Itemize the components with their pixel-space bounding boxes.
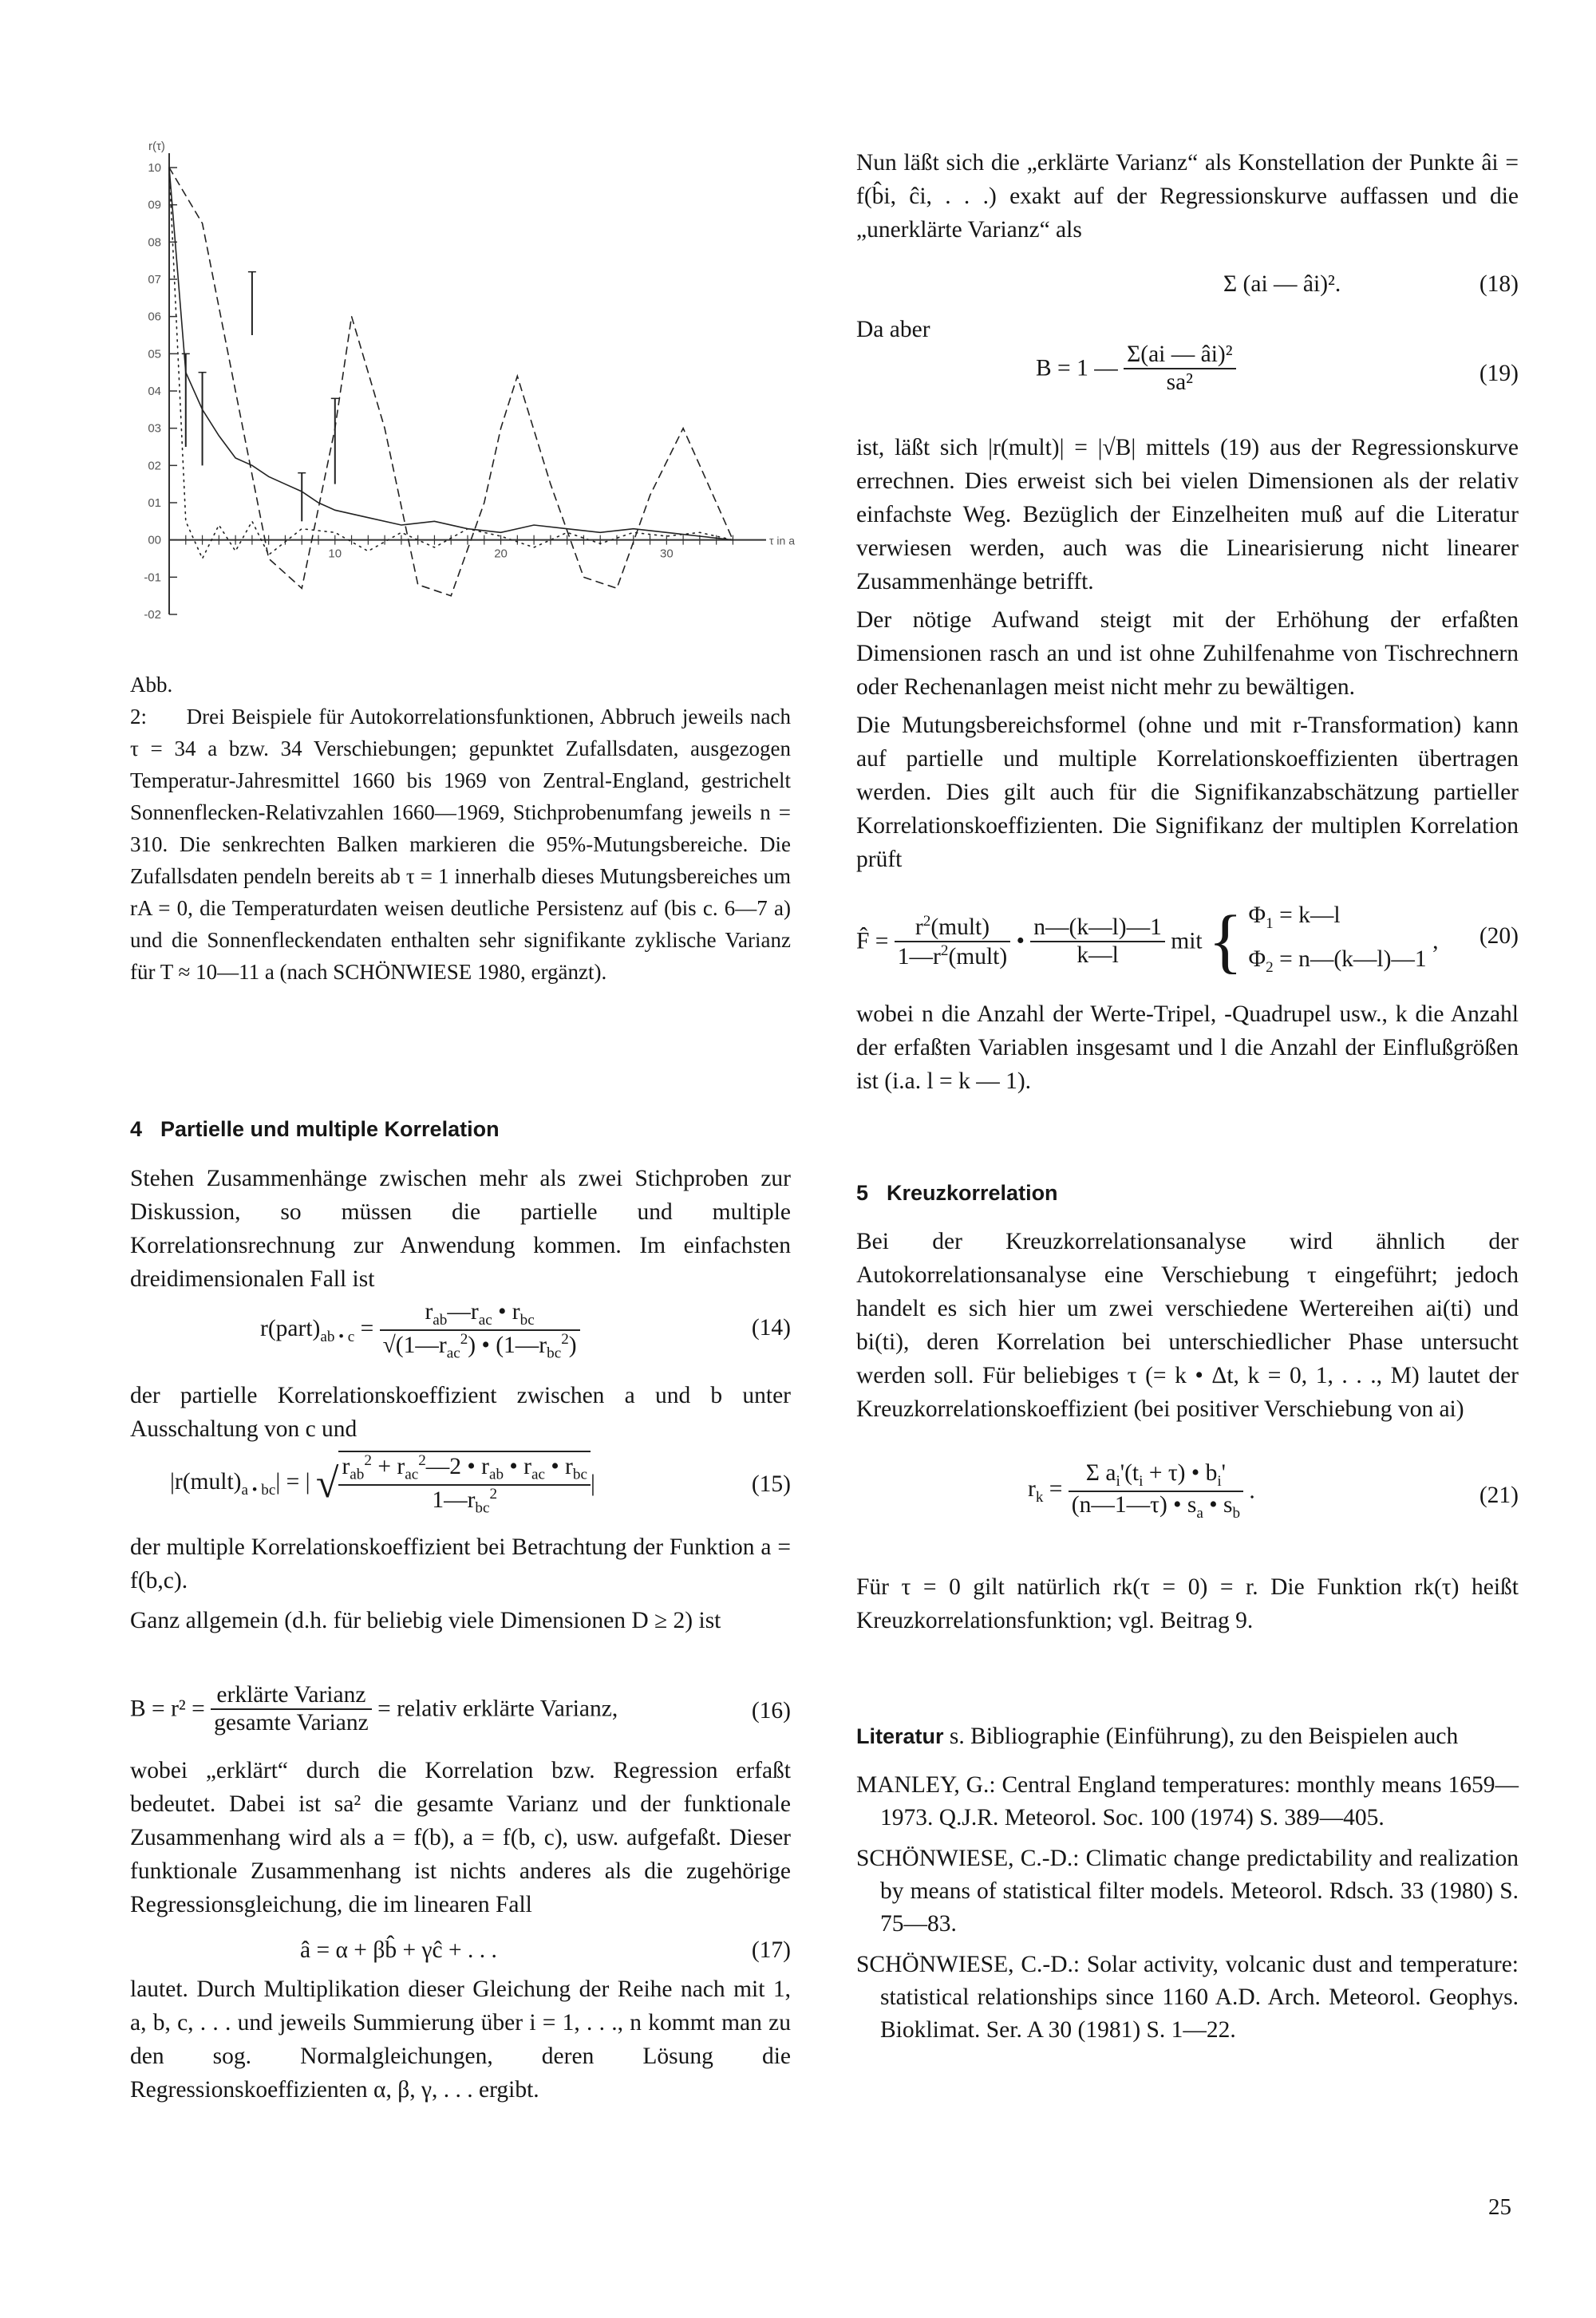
y-tick-label: 09 xyxy=(148,198,161,212)
equation-15: $|r(mult)_{a • bc}|$ = | √ $\frac{r_{ab}^2 + r_{ac}^2—2 • r_{ab} • r_{ac} • r_{bc}}{1—r_{bc}^2}$ | (15) xyxy=(170,1452,791,1517)
section5-text-2 xyxy=(856,1570,1519,1637)
equation-18-body: Σ (ai — âi)². xyxy=(1223,271,1341,297)
equation-16-lhs: B = r² = xyxy=(130,1696,205,1722)
series-line-dashed xyxy=(169,168,733,596)
x-tick-label: 20 xyxy=(494,547,508,561)
y-tick-label: 03 xyxy=(148,421,161,436)
section4-title: Partielle und multiple Korrelation xyxy=(160,1117,500,1141)
equation-20: F̂ = $\frac{r^2(mult)}{1—r^2(mult)}$ • $\frac{n—(k—l)—1}{k—l}$ mit { $\Phi_1$ = k—l $\Phi_2$ = n—(k—l)—1 , (20) xyxy=(856,901,1519,981)
section4-paragraph-1: Stehen Zusammenhänge zwischen mehr als zwei Stichproben zur Diskussion, so müssen die partielle und multiple Korrelationsrechnung zur Anwendung kommen. Im einfachsten dreidimensionalen Fall ist xyxy=(130,1166,791,1292)
caption-label: Abb. 2: xyxy=(130,673,173,729)
section4-paragraph-5: wobei „erklärt“ durch die Korrelation bzw. Regression erfaßt bedeutet. Dabei ist sa² die gesamte Varianz und der funktionale Zusammenhang wird als a = f(b), a = f(b, c), usw. aufgefaßt. Dieser funktionale Zusammenhang ist nichts anderes als die zugehörige Regressionsgleichung, die im linearen Fall xyxy=(130,1758,791,1917)
equation-21: $r_k$ = $\frac{\Sigma a_i'(t_i + \tau) • b_i'}{(n—1—\tau) • s_a • s_b}$ . (21) xyxy=(1028,1460,1519,1522)
equation-18 xyxy=(856,271,1519,303)
reference-item: SCHÖNWIESE, C.-D.: Solar activity, volcanic dust and temperature: statistical relationships since 1160 A.D. Arch. Meteorol. Geophys. Bioklimat. Ser. A 30 (1981) S. 1—22. xyxy=(856,1952,1519,2043)
section4-number: 4 xyxy=(130,1117,143,1141)
right-paragraph-1: Nun läßt sich die „erklärte Varianz“ als Konstellation der Punkte âi = f(b̂i, ĉi, . . .) exakt auf der Regressionskurve auffassen und die „unerklärte Varianz“ als xyxy=(856,150,1519,243)
equation-20-number: (20) xyxy=(1479,923,1519,949)
reference-item: MANLEY, G.: Central England temperatures: monthly means 1659—1973. Q.J.R. Meteorol. Soc. 100 (1974) S. 389—405. xyxy=(856,1772,1519,1830)
equation-21-number: (21) xyxy=(1479,1483,1519,1508)
figure-caption xyxy=(130,669,791,988)
equation-17-body: â = α + βb̂ + γĉ + . . . xyxy=(300,1937,497,1963)
right-paragraph-5: wobei n die Anzahl der Werte-Tripel, -Quadrupel usw., k die Anzahl der erfaßten Variablen insgesamt und l die Anzahl der Einflußgrößen ist (i.a. l = k — 1). xyxy=(856,1001,1519,1094)
section4-intro xyxy=(130,1162,791,1296)
series-line-solid xyxy=(169,168,733,540)
section5-intro xyxy=(856,1225,1519,1426)
literature-intro-text: s. Bibliographie (Einführung), zu den Beispielen auch xyxy=(949,1724,1459,1749)
page-number: 25 xyxy=(1488,2194,1511,2220)
equation-16 xyxy=(130,1682,791,1746)
right-paragraph-2: ist, läßt sich |r(mult)| = |√B| mittels (19) aus der Regressionskurve errechnen. Dies erweist sich bei vielen Dimensionen als der relativ einfachste Weg. Bezüglich der Einzelheiten muß auf die Literatur verwiesen werden, auch was die Linearisierung nicht linearer Zusammenhänge betrifft. xyxy=(856,435,1519,594)
equation-16-number: (16) xyxy=(751,1698,791,1724)
right-text-5 xyxy=(856,997,1519,1098)
x-tick-label: 10 xyxy=(328,547,342,561)
right-intro xyxy=(856,146,1519,247)
x-axis-label: τ in a xyxy=(769,534,795,547)
autocorrelation-figure xyxy=(112,136,798,646)
section4-text-2 xyxy=(130,1379,791,1446)
equation-16-denominator: gesamte Varianz xyxy=(214,1710,369,1736)
y-axis-label: r(τ) xyxy=(148,140,165,153)
equation-19-denominator: sa² xyxy=(1166,369,1194,395)
equation-15-number: (15) xyxy=(751,1471,791,1497)
section4-text-5 xyxy=(130,1754,791,1921)
section5-paragraph-1: Bei der Kreuzkorrelationsanalyse wird ähnlich der Autokorrelationsanalyse eine Verschiebung τ eingeführt; jedoch handelt es sich hier um zwei verschiedene Wertereihen ai(ti) und bi(ti), deren Korrelation bei unterschiedlicher Phase untersucht werden soll. Für beliebiges τ (= k • Δt, k = 0, 1, . . ., M) lautet der Kreuzkorrelationskoeffizient (bei positiver Verschiebung von ai) xyxy=(856,1229,1519,1422)
x-tick-label: 30 xyxy=(659,547,674,561)
y-tick-label: 01 xyxy=(148,496,161,510)
y-tick-label: 07 xyxy=(148,273,161,286)
section4-text-6 xyxy=(130,1972,791,2107)
equation-14: $r(part)_{ab • c}$ = $\frac{r_{ab}—r_{ac} • r_{bc}}{√(1—r_{ac}^2) • (1—r_{bc}^2)}$ (14) xyxy=(260,1299,791,1362)
caption-text: Drei Beispiele für Autokorrelationsfunktionen, Abbruch jeweils nach τ = 34 a bzw. 34 Verschiebungen; gepunktet Zufallsdaten, ausgezogen Temperatur-Jahresmittel 1660 bis 1969 von Zentral-England, gestrichelt Sonnenflecken-Relativzahlen 1660—1969, Stichprobenumfang jeweils n = 310. Die senkrechten Balken markieren die 95%-Mutungsbereiche. Die Zufallsdaten pendeln bereits ab τ = 1 innerhalb dieses Mutungsbereiches um rA = 0, die Temperaturdaten weisen deutliche Persistenz auf (bis c. 6—7 a) und die Sonnenfleckendaten enthalten sehr signifikante zyklische Varianz für T ≈ 10—11 a (nach SCHÖNWIESE 1980, ergänzt). xyxy=(130,705,792,984)
y-tick-label: 04 xyxy=(148,385,161,398)
equation-17-number: (17) xyxy=(751,1937,791,1963)
equation-16-rhs: = relativ erklärte Varianz, xyxy=(377,1696,618,1722)
y-tick-label: 08 xyxy=(148,235,161,250)
literature xyxy=(856,1720,1519,2047)
section4-heading xyxy=(130,1117,791,1142)
equation-19-lhs: B = 1 — xyxy=(1036,355,1118,381)
section4-text-3 xyxy=(130,1530,791,1637)
equation-19-numerator: Σ(ai — âi)² xyxy=(1124,342,1236,369)
section4-paragraph-2: der partielle Korrelationskoeffizient zwischen a und b unter Ausschaltung von c und xyxy=(130,1383,791,1442)
figure-axes xyxy=(144,140,795,622)
y-tick-label: 02 xyxy=(148,459,161,473)
section5-number: 5 xyxy=(856,1181,869,1205)
section4-paragraph-3: der multiple Korrelationskoeffizient bei Betrachtung der Funktion a = f(b,c). xyxy=(130,1534,791,1593)
right-paragraph-4: Die Mutungsbereichsformel (ohne und mit r-Transformation) kann auf partielle und multiple Korrelationskoeffizienten übertragen werden. Dies gilt auch für die Signifikanzabschätzung partieller Korrelationskoeffizienten. Die Signifikanz der multiplen Korrelation prüft xyxy=(856,713,1519,872)
y-tick-label: -02 xyxy=(144,608,161,622)
section5-title: Kreuzkorrelation xyxy=(887,1181,1058,1205)
y-tick-label: -01 xyxy=(144,571,161,585)
figure-plot xyxy=(169,168,733,596)
y-tick-label: 00 xyxy=(148,533,161,547)
reference-item: SCHÖNWIESE, C.-D.: Climatic change predictability and realization by means of statistical filter models. Meteorol. Rdsch. 33 (1980) S. 75—83. xyxy=(856,1846,1519,1937)
equation-17 xyxy=(130,1937,791,1969)
equation-14-number: (14) xyxy=(751,1315,791,1341)
section5-heading xyxy=(856,1181,1519,1206)
equation-19-number: (19) xyxy=(1479,361,1519,386)
da-aber: Da aber xyxy=(856,317,930,342)
section4-paragraph-6: lautet. Durch Multiplikation dieser Gleichung der Reihe nach mit 1, a, b, c, . . . und jeweils Summierung über i = 1, . . ., n kommt man zu den sog. Normalgleichungen, deren Lösung die Regressionskoeffizienten α, β, γ, . . . ergibt. xyxy=(130,1976,791,2103)
literature-label: Literatur xyxy=(856,1724,944,1748)
right-text-2 xyxy=(856,431,1519,876)
reference-list xyxy=(856,1769,1519,2047)
section4-paragraph-4: Ganz allgemein (d.h. für beliebig viele Dimensionen D ≥ 2) ist xyxy=(130,1608,721,1633)
equation-18-number: (18) xyxy=(1479,271,1519,297)
y-tick-label: 05 xyxy=(148,347,161,361)
right-paragraph-3: Der nötige Aufwand steigt mit der Erhöhung der erfaßten Dimensionen rasch an und ist ohne Zuhilfenahme von Tischrechnern oder Rechenanlagen meist nicht mehr zu bewältigen. xyxy=(856,607,1519,700)
literature-intro xyxy=(856,1720,1519,1753)
equation-19 xyxy=(856,342,1519,413)
y-tick-label: 06 xyxy=(148,310,161,324)
y-tick-label: 10 xyxy=(148,161,161,175)
equation-16-numerator: erklärte Varianz xyxy=(211,1682,372,1710)
section5-paragraph-2: Für τ = 0 gilt natürlich rk(τ = 0) = r. Die Funktion rk(τ) heißt Kreuzkorrelationsfunktion; vgl. Beitrag 9. xyxy=(856,1574,1519,1633)
